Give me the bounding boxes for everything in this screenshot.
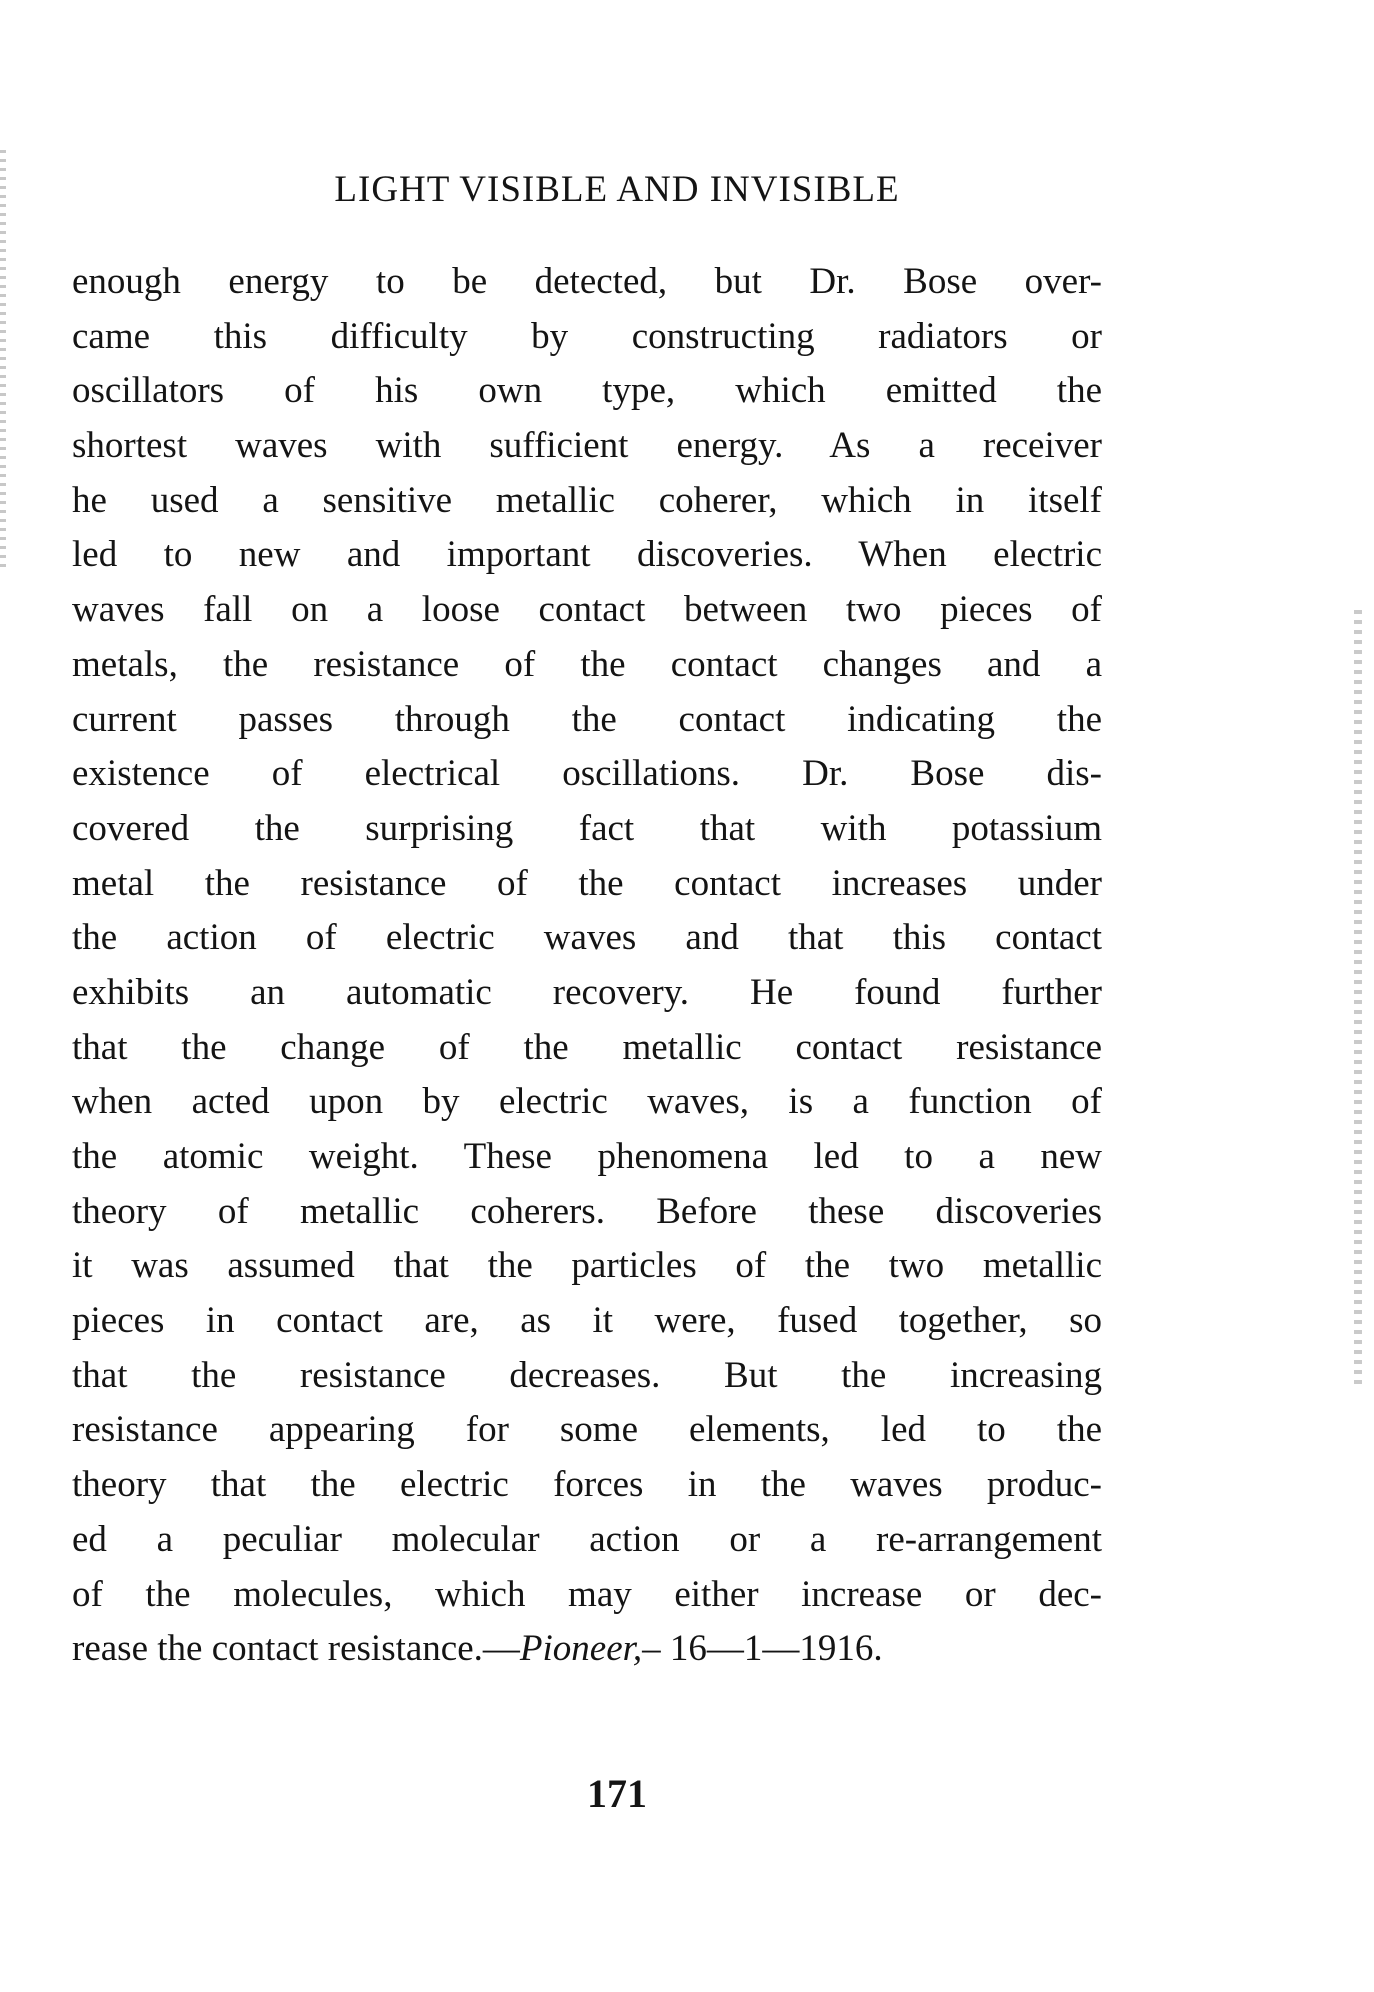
body-paragraph [72,255,1102,1677]
last-line-text: rease the contact resistance.— [72,1628,520,1670]
text-line: that the change of the metallic contact resistance [72,1026,1102,1068]
text-line: he used a sensitive metallic coherer, which in itself [72,479,1102,521]
text-line: enough energy to be detected, but Dr. Bose over- [72,261,1102,302]
text-line: of the molecules, which may either increase or dec- [72,1573,1102,1615]
scan-edge-artifact-right [1354,610,1362,1390]
text-line: theory of metallic coherers. Before these discoveries [72,1190,1102,1232]
text-line: pieces in contact are, as it were, fused together, so [72,1300,1102,1342]
text-line: existence of electrical oscillations. Dr. Bose dis- [72,753,1102,795]
text-line: resistance appearing for some elements, led to the [72,1409,1102,1451]
text-line: metal the resistance of the contact increases under [72,862,1102,904]
citation-source: Pioneer, [519,1628,643,1670]
text-line: covered the surprising fact that with potassium [72,807,1102,849]
text-line: current passes through the contact indicating the [72,698,1102,740]
text-line: the action of electric waves and that this contact [72,917,1102,959]
text-line: ed a peculiar molecular action or a re-arrangement [72,1518,1102,1560]
text-line: metals, the resistance of the contact changes and a [72,643,1102,685]
citation-date: – 16—1—1916. [642,1628,883,1670]
running-title: LIGHT VISIBLE AND INVISIBLE [334,169,900,210]
page-number: 171 [587,1771,647,1816]
text-line: the atomic weight. These phenomena led to a new [72,1136,1102,1177]
text-line: exhibits an automatic recovery. He found further [72,971,1102,1013]
text-line: came this difficulty by constructing radiators or [72,315,1102,357]
text-line: it was assumed that the particles of the two metallic [72,1245,1102,1287]
text-line: that the resistance decreases. But the increasing [72,1354,1102,1396]
text-line: when acted upon by electric waves, is a function of [72,1081,1102,1123]
text-line: waves fall on a loose contact between two pieces of [72,589,1102,631]
text-line: led to new and important discoveries. When electric [72,534,1102,576]
scan-edge-artifact-left [0,150,6,570]
text-line: theory that the electric forces in the waves produc- [72,1464,1102,1506]
text-line: shortest waves with sufficient energy. As a receiver [72,425,1102,467]
text-line: oscillators of his own type, which emitted the [72,370,1102,412]
text-line-last [72,1622,1102,1677]
